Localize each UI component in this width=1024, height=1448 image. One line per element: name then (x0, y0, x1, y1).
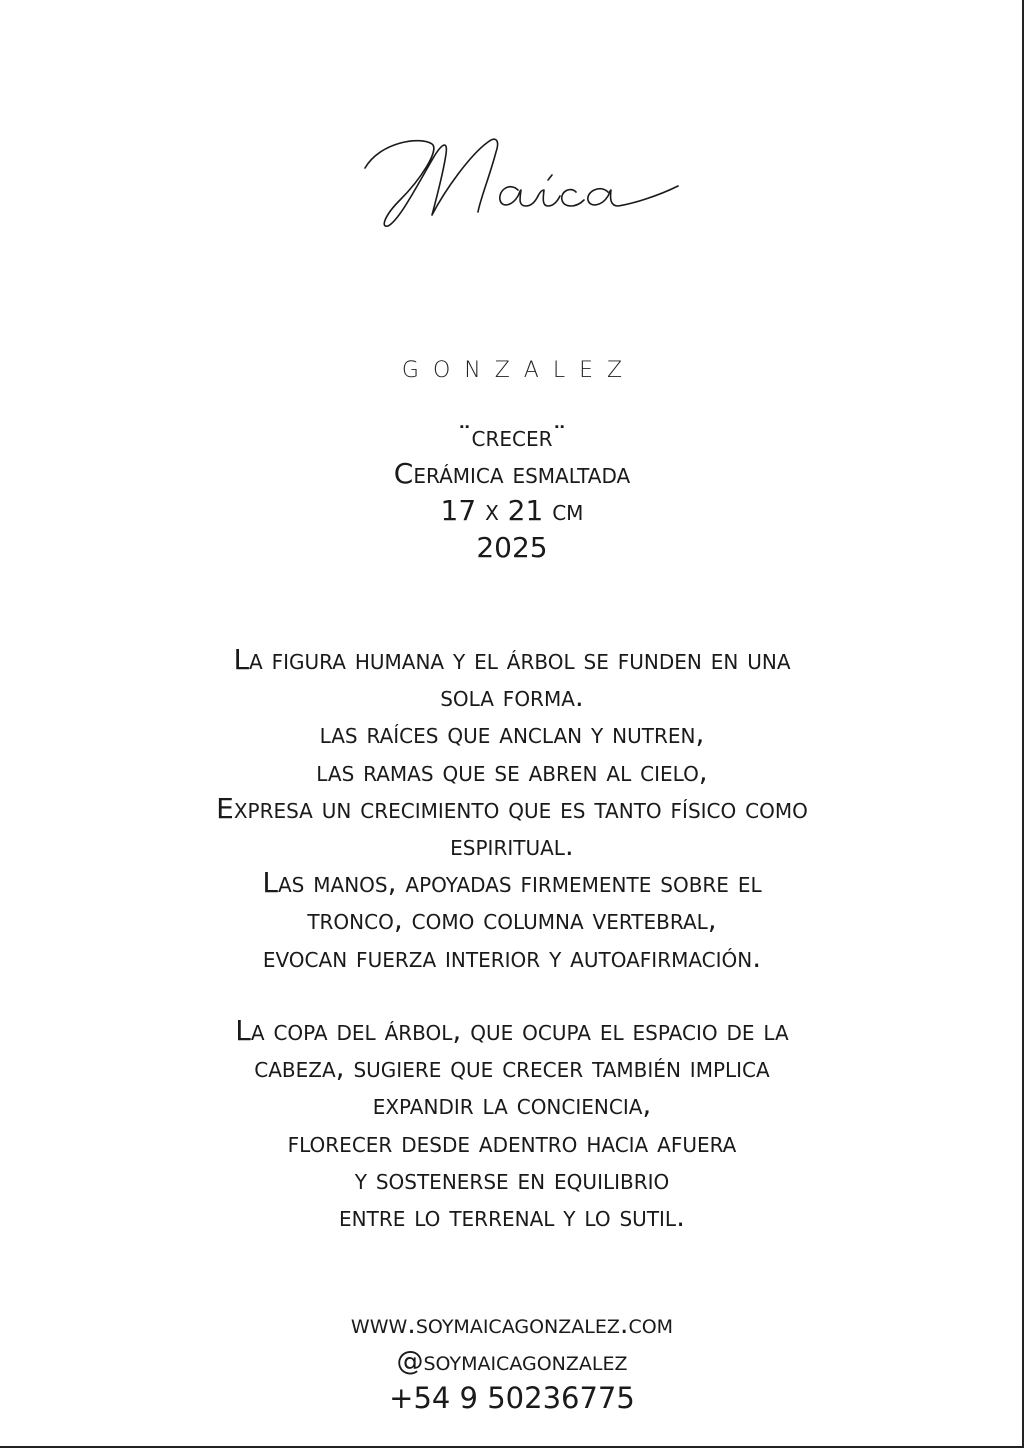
work-year: 2025 (476, 531, 548, 564)
description-line: espiritual. (450, 829, 574, 863)
contact-info (0, 1306, 1024, 1417)
logo-surname: GONZALEZ (401, 358, 637, 383)
instagram-handle[interactable]: @soymaicagonzalez (396, 1346, 628, 1377)
website-link[interactable]: www.soymaicagonzalez.com (350, 1309, 674, 1340)
description-line: evocan fuerza interior y autoafirmación. (262, 940, 762, 974)
description-line: cabeza, sugiere que crecer también implica (254, 1051, 770, 1085)
description-paragraph-2 (0, 1012, 1024, 1235)
description-line: Las manos, apoyadas firmemente sobre el (262, 866, 762, 900)
work-material: Cerámica esmaltada (393, 457, 631, 490)
work-info (0, 418, 1024, 566)
description-line: La copa del árbol, que ocupa el espacio de la (235, 1014, 789, 1047)
description-line: sola forma. (440, 680, 584, 714)
description-line: florecer desde adentro hacia afuera (287, 1125, 737, 1159)
maica-signature-logo (340, 120, 700, 240)
description-line: Expresa un crecimiento que es tanto físico como (216, 791, 808, 825)
logo (0, 120, 1024, 383)
description-paragraph-1 (0, 641, 1024, 976)
description-line: La figura humana y el árbol se funden en una (233, 643, 791, 676)
work-title: ¨crecer¨ (457, 420, 567, 453)
description-line: tronco, como columna vertebral, (307, 903, 717, 937)
description-line: y sostenerse en equilibrio (354, 1162, 670, 1196)
description-line: las raíces que anclan y nutren, (319, 717, 705, 751)
description-line: expandir la conciencia, (372, 1088, 652, 1122)
phone-number[interactable]: +54 9 50236775 (389, 1381, 635, 1415)
description-line: entre lo terrenal y lo sutil. (339, 1200, 685, 1234)
work-dimensions: 17 x 21 cm (440, 494, 584, 527)
description-line: las ramas que se abren al cielo, (316, 754, 708, 788)
